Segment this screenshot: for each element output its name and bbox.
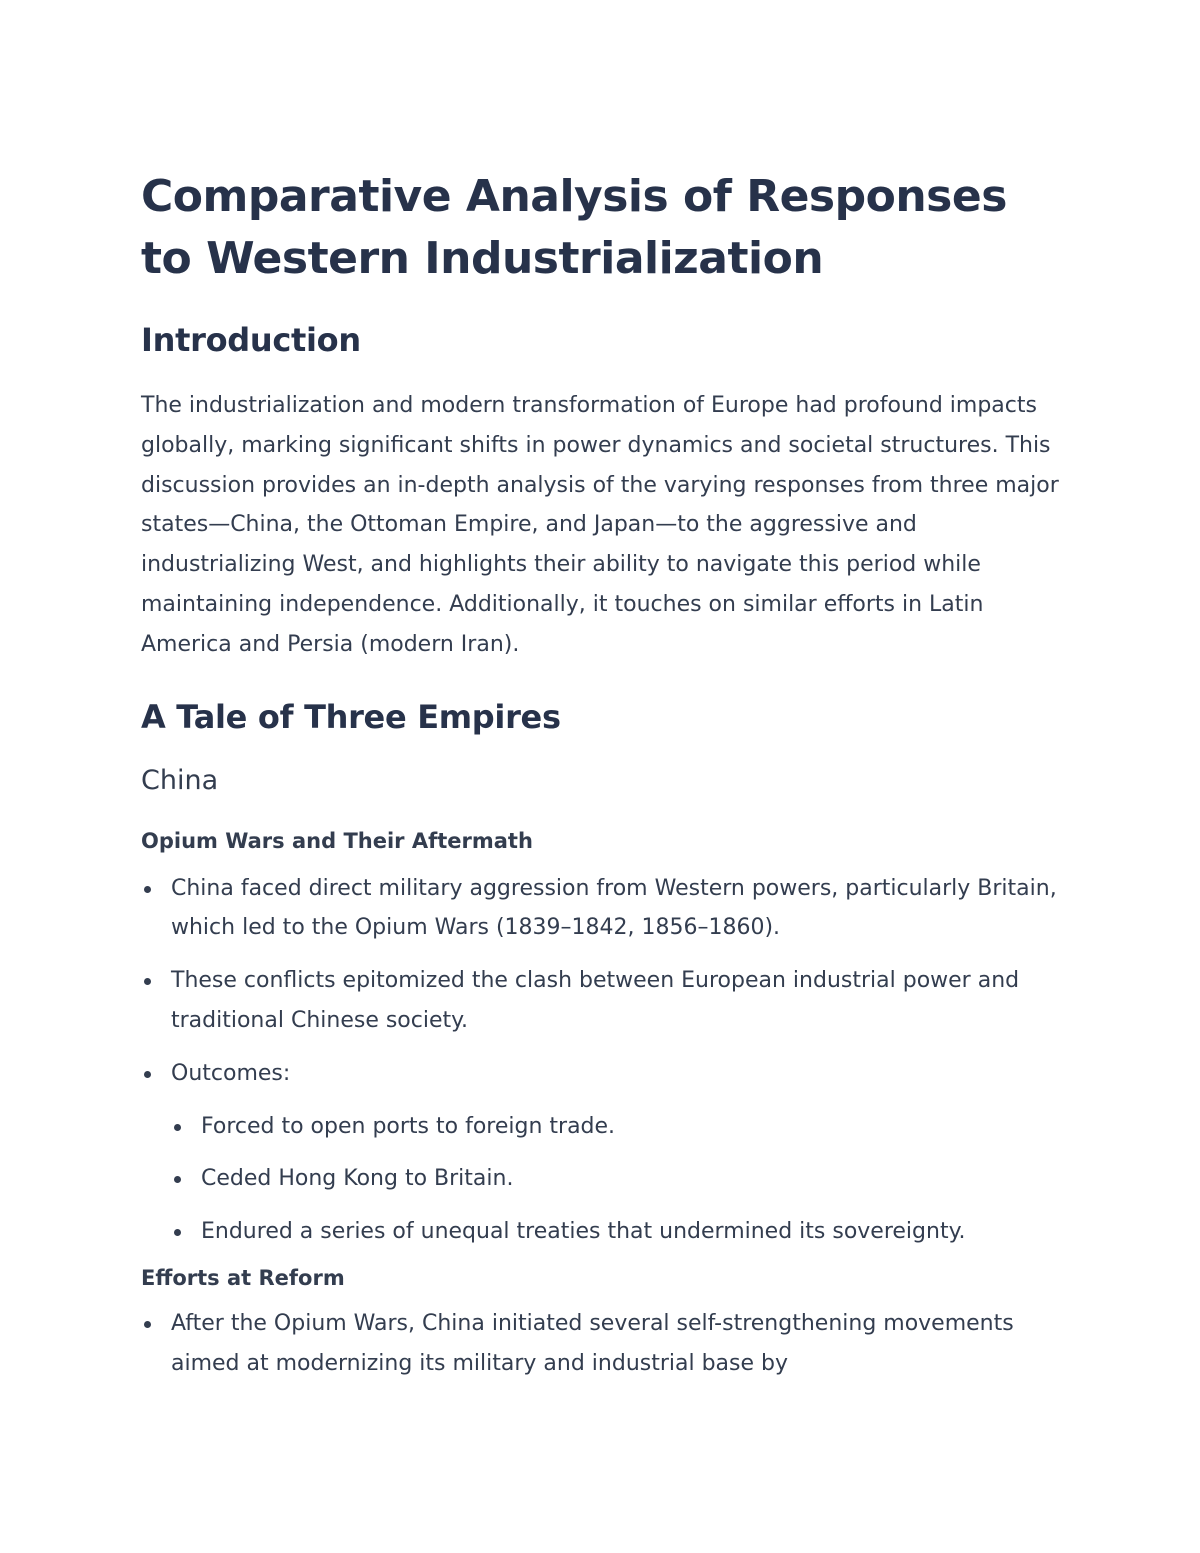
introduction-paragraph: The industrialization and modern transformation of Europe had profound impacts globally, marking significant shifts in power dynamics and societal structures. This discussion provides an in-depth analysis of the varying responses from three major states—China, the Ottoman Empire, and Japan—to the aggressive and industrializing West, and highlights their ability to navigate this period while maintaining independence. Additionally, it touches on similar efforts in Latin America and Persia (modern Iran). xyxy=(141,393,1059,657)
outcomes-label: Outcomes: xyxy=(171,1060,291,1086)
section-heading: A Tale of Three Empires xyxy=(141,697,561,736)
list-item: These conflicts epitomized the clash between European industrial power and traditional Chinese society. xyxy=(141,961,1060,1041)
list-item: After the Opium Wars, China initiated several self-strengthening movements aimed at modernizing its military and industrial base by xyxy=(141,1304,1060,1384)
outcomes-item xyxy=(141,1054,1060,1252)
introduction-heading: Introduction xyxy=(141,321,361,359)
list-item: Forced to open ports to foreign trade. xyxy=(171,1107,1060,1147)
list-item: Endured a series of unequal treaties that undermined its sovereignty. xyxy=(171,1212,1060,1252)
opium-wars-list xyxy=(141,869,1060,1252)
china-heading: China xyxy=(141,764,219,796)
outcomes-list xyxy=(171,1107,1060,1252)
list-item: Ceded Hong Kong to Britain. xyxy=(171,1159,1060,1199)
efforts-at-reform-heading: Efforts at Reform xyxy=(141,1265,345,1290)
document-title: Comparative Analysis of Responses to Western Industrialization xyxy=(141,171,1007,284)
reform-list xyxy=(141,1304,1060,1384)
bullet-icon xyxy=(144,1071,151,1078)
list-item: China faced direct military aggression from Western powers, particularly Britain, which led to the Opium Wars (1839–1842, 1856–1860). xyxy=(141,869,1060,949)
opium-wars-heading: Opium Wars and Their Aftermath xyxy=(141,828,533,853)
